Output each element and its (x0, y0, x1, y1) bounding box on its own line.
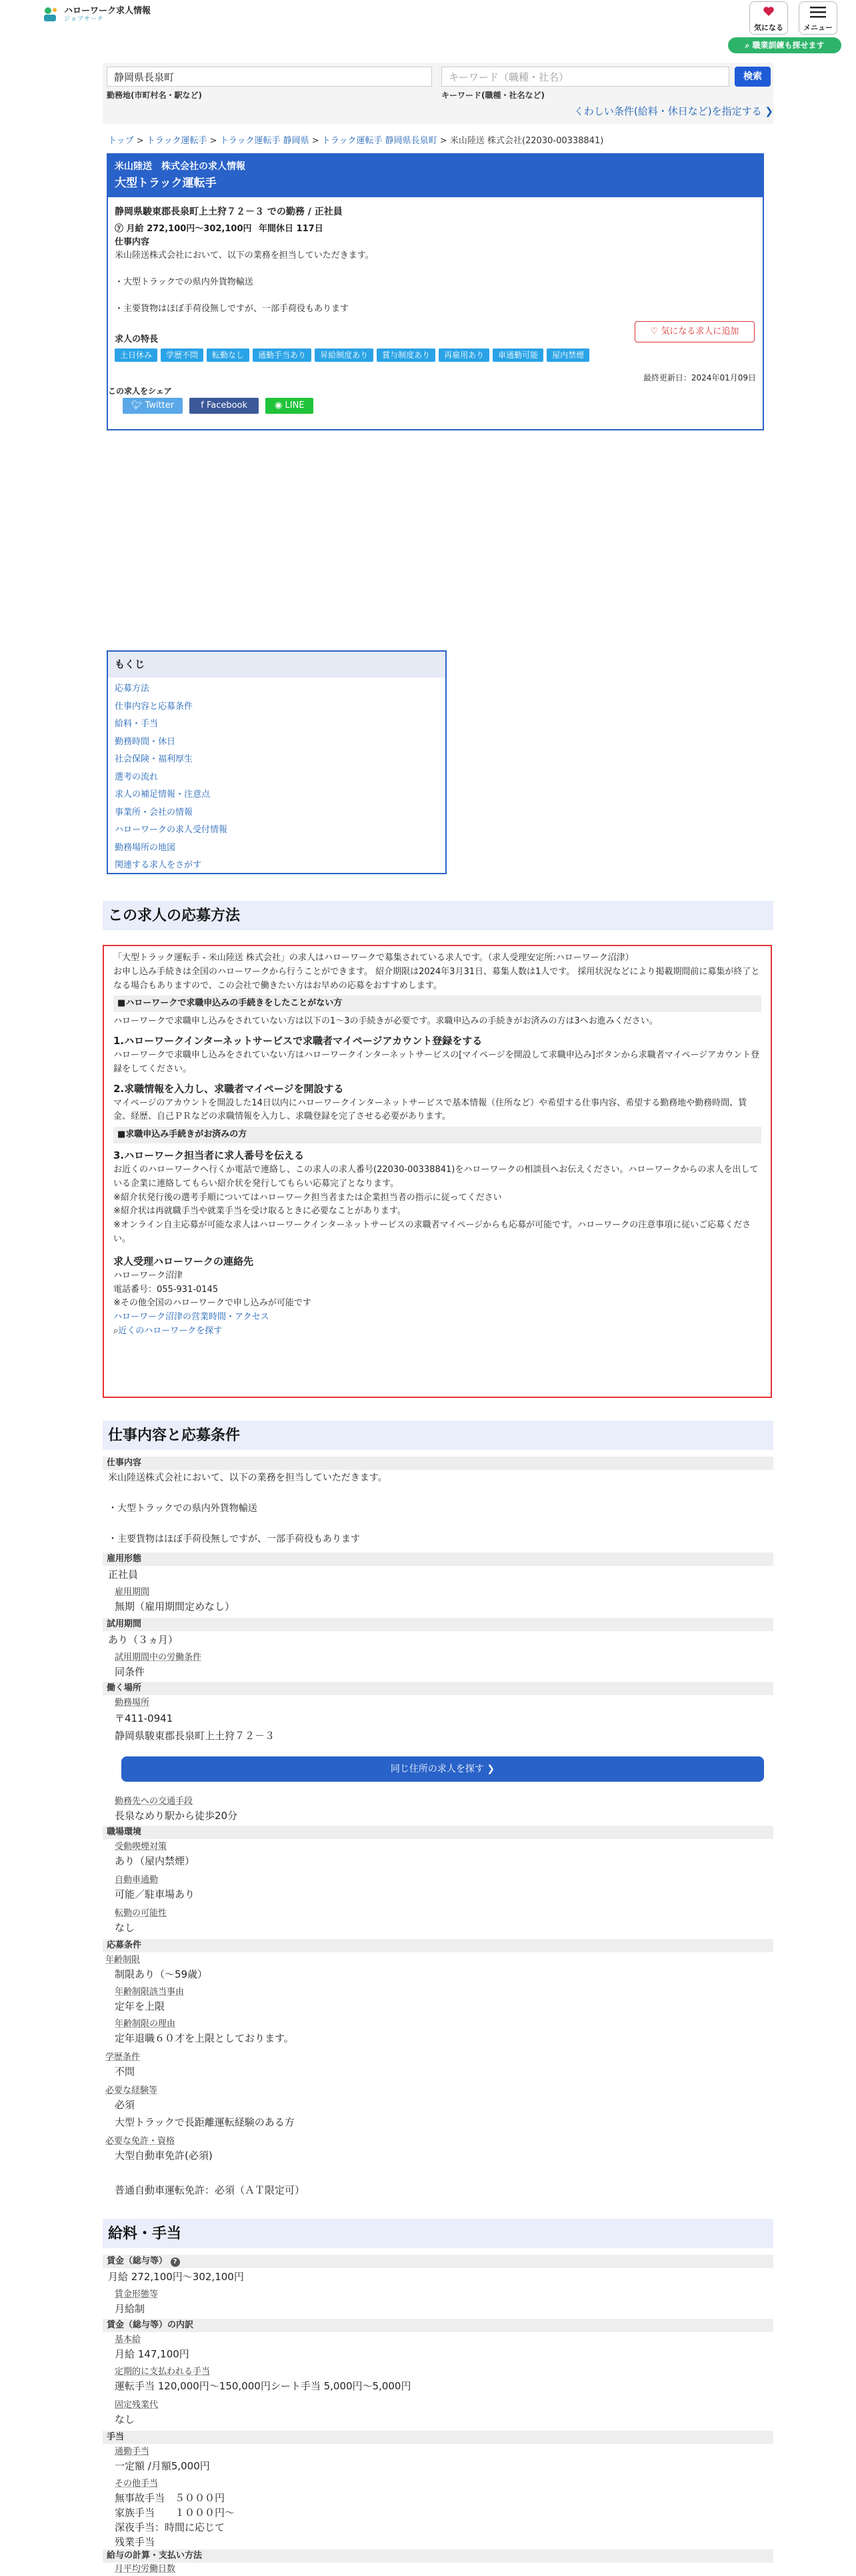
features-label: 求人の特長 (115, 334, 159, 345)
breadcrumb-top[interactable]: トップ (108, 136, 134, 146)
address-value: 静岡県駿東郡長泉町上土狩７２－３ (115, 1730, 275, 1742)
share-line-button[interactable] (265, 398, 313, 414)
share-facebook-button[interactable] (189, 398, 259, 414)
office-phone: 電話番号：055-931-0145 (113, 1284, 219, 1295)
wage-value: 月給 272,100円〜302,100円 (108, 2271, 244, 2283)
apply-section-title: この求人の応募方法 (103, 901, 773, 930)
base-value: 月給 147,100円 (115, 2348, 189, 2360)
step-2-title: 2.求職情報を入力し、求職者マイページを開設する (113, 1082, 344, 1095)
same-address-label: 同じ住所の求人を探す (390, 1764, 484, 1774)
company-line: 米山陸送 株式会社の求人情報 (115, 161, 245, 172)
keyword-label: キーワード(職種・社名など) (441, 91, 545, 100)
step-2-text: マイページのアカウントを開設した14日以内にハローワークインターネットサービスで基本情報（住所など）や希望する仕事内容、希望する勤務地や勤務時間、賃金、経歴、自己ＰＲなどの求職情報を入力し、求職登録を完了させる必要があります。 (113, 1097, 747, 1122)
step-3-title: 3.ハローワーク担当者に求人番号を伝える (113, 1149, 305, 1161)
row-header: 給与の計算・支払い方法 (103, 2549, 773, 2563)
other-allow-2: 深夜手当：時間に応じて (115, 2521, 225, 2533)
detail-search-link[interactable] (574, 104, 773, 119)
toc-item[interactable]: 事業所・会社の情報 (115, 807, 193, 818)
exp-label: 必要な経験等 (105, 2086, 158, 2096)
apply-sub-new: ■ハローワークで求職申込みの手続きをしたことがない方 (113, 995, 761, 1012)
other-allow-1: 家族手当 １０００円〜 (115, 2507, 235, 2519)
days-label: 月平均労働日数 (115, 2564, 176, 2574)
trial-cond-value: 同条件 (115, 1666, 145, 1678)
commute-label: 通勤手当 (115, 2447, 150, 2457)
fixed-allow-label: 定期的に支払われる手当 (115, 2367, 211, 2377)
share-label: この求人をシェア (108, 386, 172, 396)
add-favorite-label: 気になる求人に追加 (661, 326, 739, 336)
row-header: 働く場所 (103, 1682, 773, 1695)
transfer-label: 転勤の可能性 (115, 1908, 167, 1918)
breadcrumb-current: 米山陸送 株式会社(22030-00338841) (449, 136, 604, 146)
toc-item[interactable]: 選考の流れ (115, 772, 159, 782)
wage-label: 賃金（総与等） (107, 2256, 168, 2266)
location-input[interactable]: 静岡県長泉町 (107, 67, 432, 87)
chevron-right-icon: ❯ (487, 1764, 495, 1774)
toc-item[interactable]: 関連する求人をさがす (115, 860, 202, 871)
line-icon: ◉ (275, 400, 285, 410)
edu-label: 学歴条件 (105, 2052, 141, 2062)
step-3-text-4: ※オンライン自主応募が可能な求人はハローワークインターネットサービスの求職者マイページからも応募が可能です。ハローワークの注意事項に従いご応募ください。 (113, 1220, 751, 1244)
favorites-button[interactable] (749, 1, 788, 35)
share-twitter-button[interactable] (123, 398, 183, 414)
wage-form-value: 月給制 (115, 2303, 145, 2315)
age-reason-label: 年齢制限該当事由 (115, 1987, 185, 1997)
license-label: 必要な免許・資格 (105, 2136, 175, 2146)
salary-section-title: 給料・手当 (103, 2219, 773, 2248)
twitter-icon: 🐦︎ (131, 400, 145, 410)
toc-title: もくじ (108, 652, 445, 678)
trial-value: あり（３ヵ月） (108, 1634, 179, 1646)
other-allow-label: その他手当 (115, 2479, 159, 2489)
toc-item[interactable]: 応募方法 (115, 684, 150, 694)
phone-note: ※その他全国のハローワークで申し込みが可能です (113, 1298, 311, 1309)
feature-tag[interactable]: 屋内禁煙 (547, 348, 589, 362)
age-value: 制限あり（〜59歳） (115, 1968, 208, 1980)
toc-item[interactable]: 勤務場所の地図 (115, 842, 176, 853)
row-header: 職場環境 (103, 1826, 773, 1839)
help-icon[interactable]: ? (171, 2257, 180, 2267)
add-favorite-button[interactable] (635, 321, 755, 342)
exp-value-2: 大型トラックで長距離運転経験のある方 (115, 2116, 295, 2128)
car-value: 可能／駐車場あり (115, 1888, 195, 1900)
access-label: 勤務先への交通手段 (115, 1796, 193, 1806)
content-line-0: 米山陸送株式会社において、以下の業務を担当していただきます。 (115, 250, 374, 261)
heart-icon (750, 5, 787, 22)
twitter-label: Twitter (145, 400, 175, 410)
other-allow-0: 無事故手当 ５０００円 (115, 2492, 225, 2504)
cond-content-2: ・大型トラックでの県内外貨物輸送 (108, 1503, 257, 1514)
menu-button[interactable] (799, 1, 837, 35)
employment-value: 正社員 (108, 1569, 139, 1581)
hamburger-icon (799, 5, 837, 22)
step-1-title: 1.ハローワークインターネットサービスで求職者マイページアカウント登録をする (113, 1034, 483, 1047)
toc-item[interactable]: 給料・手当 (115, 719, 159, 730)
row-header: 手当 (103, 2431, 773, 2444)
cond-content-0: 米山陸送株式会社において、以下の業務を担当していただきます。 (108, 1473, 387, 1483)
breadcrumb-job[interactable]: トラック運転手 (146, 136, 207, 146)
location-label: 勤務地(市町村名・駅など) (107, 91, 202, 100)
contact-title: 求人受理ハローワークの連絡先 (113, 1255, 254, 1267)
edu-value: 不問 (115, 2066, 135, 2078)
salary-line (115, 223, 756, 236)
heart-outline-icon: ♡ (650, 326, 661, 336)
step-3-text-2: ※紹介状発行後の選考手順についてはハローワーク担当者または企業担当者の指示に従ってください (113, 1192, 502, 1203)
overtime-value: なし (115, 2413, 135, 2425)
keyword-input[interactable]: キーワード（職種・社名） (441, 67, 729, 87)
logo-icon (41, 5, 60, 24)
toc-item[interactable]: ハローワークの求人受付情報 (115, 825, 228, 836)
overtime-label: 固定残業代 (115, 2400, 159, 2410)
apply-sub-done: ■求職申込み手続きがお済みの方 (113, 1127, 761, 1143)
smoke-value: あり（屋内禁煙） (115, 1855, 195, 1867)
breadcrumb: トップ > トラック運転手 > トラック運転手 静岡県 > トラック運転手 静岡県長泉町 > 米山陸送 株式会社(22030-00338841) (108, 136, 604, 146)
age-reason-value: 定年を上限 (115, 2000, 165, 2012)
period-value: 無期（雇用期間定めなし） (115, 1601, 235, 1612)
apply-intro-1: 「大型トラック運転手 - 米山陸送 株式会社」の求人はハローワークで募集されている求人です。（求人受理安定所:ハローワーク沼津） (113, 953, 634, 963)
license-value-2: 普通自動車運転免許：必須（ＡＴ限定可） (115, 2184, 305, 2196)
search-bar (103, 63, 773, 124)
breadcrumb-pref[interactable]: トラック運転手 静岡県 (219, 136, 309, 146)
license-value-1: 大型自動車免許(必須) (115, 2150, 213, 2162)
content-line-2: ・大型トラックでの県内外貨物輸送 (115, 277, 253, 288)
feature-tag[interactable]: 転勤なし (207, 348, 249, 362)
access-value: 長泉なめり駅から徒歩20分 (115, 1810, 238, 1822)
holiday-value: 年間休日 117日 (259, 223, 323, 234)
breadcrumb-city[interactable]: トラック運転手 静岡県長泉町 (321, 136, 437, 146)
toc-item[interactable]: 勤務時間・休日 (115, 736, 176, 747)
wage-form-label: 賃金形態等 (115, 2289, 159, 2299)
age-why-value: 定年退職６０才を上限としております。 (115, 2032, 294, 2044)
other-allow-3: 残業手当 (115, 2536, 155, 2548)
facebook-icon: f (201, 400, 207, 410)
chevron-right-icon: ❯ (765, 105, 773, 117)
exp-value-1: 必須 (115, 2099, 135, 2111)
logo-title: ハローワーク求人情報 (64, 5, 151, 16)
training-search-button[interactable] (728, 37, 841, 53)
car-label: 自動車通勤 (115, 1875, 159, 1885)
feature-tag[interactable]: 通勤手当あり (253, 348, 311, 362)
office-name: ハローワーク沼津 (113, 1270, 183, 1281)
toc-item[interactable]: 求人の補足情報・注意点 (115, 790, 211, 800)
training-label: 職業訓練も探せます (752, 41, 825, 50)
feature-tags (115, 348, 756, 362)
salary-value: 月給 272,100円〜302,100円 (126, 223, 252, 234)
same-address-button[interactable] (121, 1756, 764, 1782)
feature-tag[interactable]: 賞与制度あり (377, 348, 435, 362)
content-line-4: ・主要貨物はほぼ手荷役無しですが、一部手荷役もあります (115, 304, 349, 315)
table-of-contents (107, 650, 447, 874)
smoke-label: 受動喫煙対策 (115, 1842, 167, 1852)
feature-tag[interactable]: 昇給制度あり (315, 348, 373, 362)
magnifier-icon: ⌕ (113, 1325, 119, 1336)
logo-subtitle: ジョブサーチ (64, 16, 104, 23)
transfer-value: なし (115, 1922, 135, 1934)
site-logo[interactable] (41, 5, 151, 24)
apply-sub-new-text: ハローワークで求職申し込みをされていない方は以下の1〜3の手続きが必要です。求職申込みの手続きがお済みの方は3へお進みください。 (113, 1016, 658, 1027)
favorites-label: 気になる (754, 23, 783, 32)
row-header: 雇用形態 (103, 1553, 773, 1566)
row-header (103, 2255, 773, 2268)
menu-label: メニュー (803, 23, 833, 32)
step-1-text: ハローワークで求職申し込みをされていない方はハローワークインターネットサービスの[マイページを開設して求職申込み]ボタンから求職者マイページアカウント登録をしてください。 (113, 1049, 760, 1074)
step-3-text-3: ※紹介状は再就職手当や就業手当を受け取るときに必要なことがあります。 (113, 1206, 406, 1217)
zip-value: 〒411-0941 (115, 1712, 173, 1724)
fixed-allow-value: 運転手当 120,000円〜150,000円シート手当 5,000円〜5,000円 (115, 2380, 411, 2392)
age-label: 年齢制限 (105, 1955, 141, 1965)
conditions-section-title: 仕事内容と応募条件 (103, 1421, 773, 1450)
workplace-label: 勤務場所 (115, 1698, 150, 1708)
row-header: 応募条件 (103, 1939, 773, 1952)
age-why-label: 年齢制限の理由 (115, 2019, 176, 2029)
feature-tag[interactable]: 車通勤可能 (493, 348, 543, 362)
facebook-label: Facebook (206, 400, 248, 410)
apply-intro-2: お申し込み手続きは全国のハローワークから行うことができます。 紹介期限は2024年3月31日、募集人数は1人です。 採用状況などにより掲載期間前に募集が終了となる場合もありますので、この会社で働きたい方はお早めの応募をおすすめします。 (113, 966, 760, 991)
job-summary-card (107, 153, 764, 430)
toc-item[interactable]: 仕事内容と応募条件 (115, 701, 193, 712)
site-header (0, 0, 856, 55)
cond-content-4: ・主要貨物はほぼ手荷役無しですが、一部手荷役もあります (108, 1534, 360, 1545)
row-header: 賃金（総与等）の内訳 (103, 2319, 773, 2332)
content-label: 仕事内容 (115, 237, 150, 247)
search-button[interactable]: 検索 (735, 67, 771, 87)
trial-cond-label: 試用期間中の労働条件 (115, 1652, 202, 1662)
job-title: 大型トラック運転手 (115, 176, 217, 190)
near-office-link[interactable]: 近くのハローワークを探す (118, 1325, 223, 1336)
job-location: 静岡県駿東郡長泉町上土狩７２－３ での勤務 / 正社員 (115, 207, 343, 217)
row-header: 仕事内容 (103, 1457, 773, 1470)
toc-item[interactable]: 社会保険・福利厚生 (115, 754, 193, 765)
feature-tag[interactable]: 再雇用あり (439, 348, 489, 362)
apply-box (103, 945, 772, 1398)
yen-icon: ⓨ (115, 223, 124, 234)
feature-tag[interactable]: 土日休み (115, 348, 157, 362)
office-hours-link[interactable]: ハローワーク沼津の営業時間・アクセス (113, 1312, 269, 1323)
job-card-header (108, 155, 763, 197)
base-label: 基本給 (115, 2335, 141, 2345)
last-updated: 最終更新日：2024年01月09日 (643, 372, 756, 382)
row-header: 試用期間 (103, 1618, 773, 1631)
period-label: 雇用期間 (115, 1587, 150, 1597)
detail-search-label: くわしい条件(給料・休日など)を指定する (573, 105, 762, 117)
line-label: LINE (285, 400, 305, 410)
search-icon: ⌕ (745, 41, 753, 50)
feature-tag[interactable]: 学歴不問 (161, 348, 203, 362)
step-3-text-1: お近くのハローワークへ行くか電話で連絡し、この求人の求人番号(22030-00338841)をハローワークの相談員へお伝えください。ハローワークからの求人を出している企業に連絡してもらい紹介状を発行してもらい応募完了となります。 (113, 1164, 759, 1189)
commute-value: 一定額 /月額5,000円 (115, 2460, 210, 2472)
